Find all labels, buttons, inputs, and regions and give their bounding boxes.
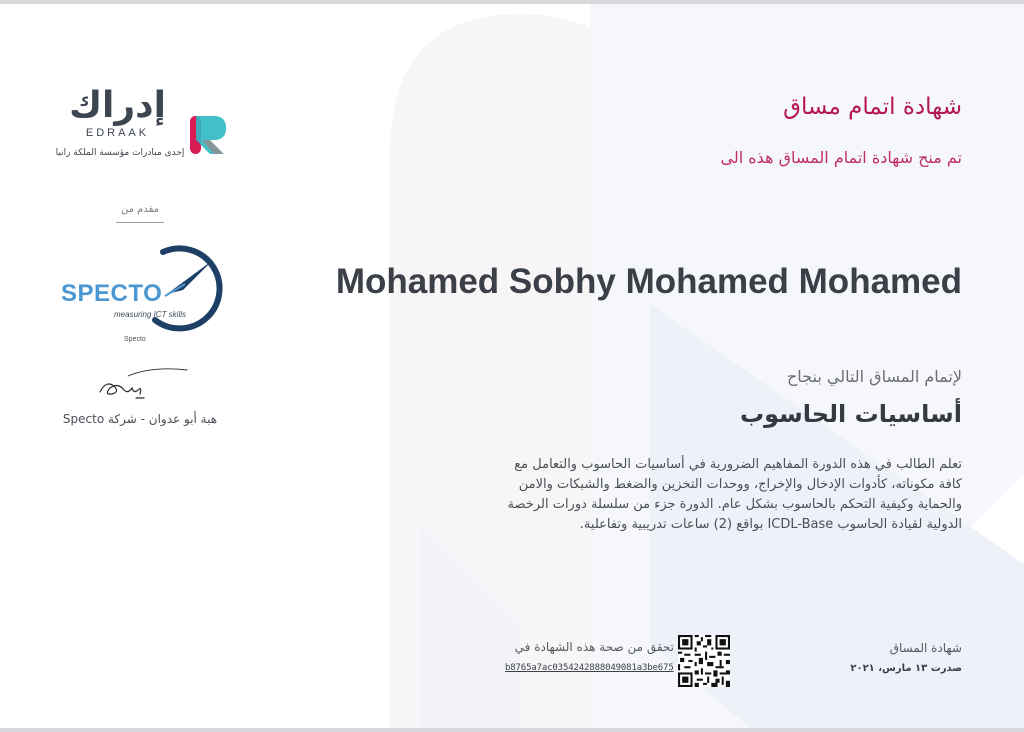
issued-label: شهادة المساق <box>889 641 962 655</box>
logo-tagline: إحدى مبادرات مؤسسة الملكة رانيا <box>55 148 185 158</box>
signer-name: هبة أبو عدوان - شركة Specto <box>62 412 218 426</box>
edraak-r-mark-icon <box>188 114 230 156</box>
course-description: تعلم الطالب في هذه الدورة المفاهيم الضرورية في أساسيات الحاسوب والتعامل مع كافة مكوناته، كأدوات الإدخال والإخراج، ووحدات التخزين والضغط والشبكات والامن والحماية وكيفية التحكم بالحاسوب بشكل عام. الدورة جزء من سلسلة دورات الرخصة الدولية لقيادة الحاسوب ICDL-Base بواقع (2) ساعات تدريبية وتفاعلية. <box>507 457 962 532</box>
edraak-logo <box>50 84 235 170</box>
presented-by-divider <box>116 222 164 223</box>
specto-wordmark: SPECTO <box>61 280 163 307</box>
issued-date: صدرت ١٣ مارس، ٢٠٢١ <box>850 663 962 674</box>
course-name: أساسيات الحاسوب <box>739 400 962 428</box>
recipient-name: Mohamed Sobhy Mohamed Mohamed <box>335 262 962 301</box>
qr-code-icon <box>678 635 730 687</box>
certificate-title: شهادة اتمام مساق <box>783 94 962 120</box>
verify-label: تحقق من صحة هذه الشهادة في <box>514 640 674 654</box>
completion-label: لإتمام المساق التالي بنجاح <box>786 367 962 386</box>
logo-arabic-wordmark: إدراك <box>69 85 166 126</box>
certificate-subtitle: تم منح شهادة اتمام المساق هذه الى <box>720 148 962 167</box>
partner-caption: Specto <box>124 336 146 343</box>
signature-graphic <box>92 364 192 404</box>
specto-tagline: measuring ICT skills <box>114 310 187 319</box>
logo-english-wordmark: EDRAAK <box>85 127 150 139</box>
verify-link[interactable]: b8765a7ac0354242888049081a3be675 <box>505 663 674 673</box>
presented-by-label: مقدم من <box>120 204 159 215</box>
